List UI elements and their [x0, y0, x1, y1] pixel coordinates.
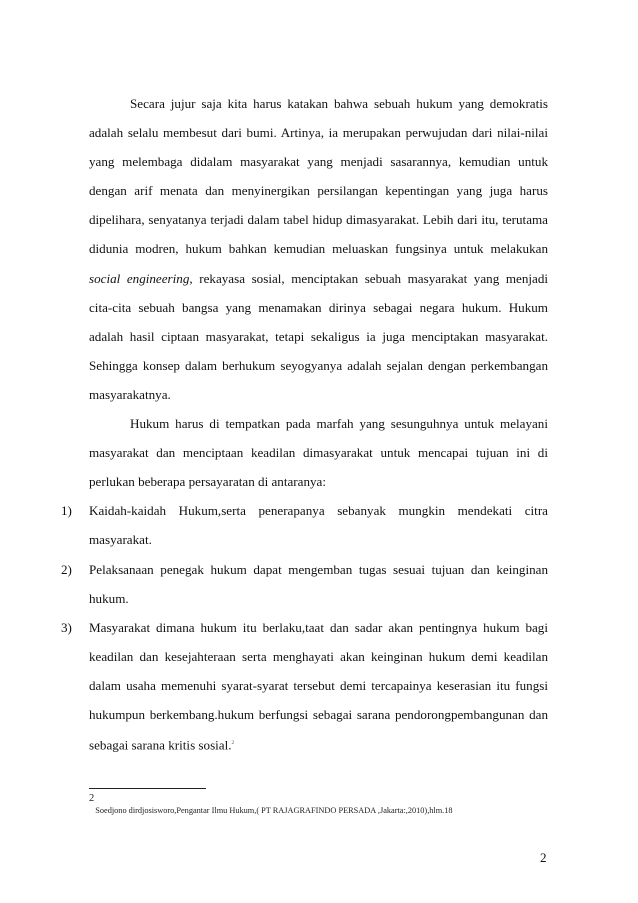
- paragraph-1: [89, 89, 548, 409]
- list-item-number: 1): [61, 503, 72, 519]
- paragraph-1-text: Secara jujur saja kita harus katakan bahwa sebuah hukum yang demokratis adalah selalu membesut dari bumi. Artinya, ia merupakan perwujudan dari nilai-nilai yang melembaga didalam masyarakat yang menjadi sasarannya, kemudian untuk dengan arif menata dan menyinergikan persilangan kepentingan yang juga harus dipelihara, senyatanya terjadi dalam tabel hidup dimasyarakat. Lebih dari itu, terutama didunia modren, hukum bahkan kemudian meluaskan fungsinya untuk melakukan: [89, 96, 548, 257]
- body-text: [61, 89, 548, 760]
- list-item-text: Kaidah-kaidah Hukum,serta penerapanya sebanyak mungkin mendekati citra masyarakat.: [89, 503, 548, 548]
- paragraph-1-text-end: , rekayasa sosial, menciptakan sebuah masyarakat yang menjadi cita-cita sebuah bangsa yang menamakan dirinya sebagai negara hukum. Hukum adalah hasil ciptaan masyarakat, tetapi sekaligus ia juga menciptakan masyarakat. Sehingga konsep dalam berhukum seyogyanya adalah sejalan dengan perkembangan masyarakatnya.: [89, 270, 548, 402]
- footnote-number: 2: [89, 793, 95, 804]
- page-number: 2: [540, 850, 547, 865]
- list-item-number: 2): [61, 561, 72, 577]
- list-item: [61, 496, 548, 554]
- paragraph-2: Hukum harus di tempatkan pada marfah yang sesunguhnya untuk melayani masyarakat dan menciptaan keadilan dimasyarakat untuk mencapai tujuan ini di perlukan beberapa persayaratan di antaranya:: [89, 416, 548, 490]
- footnote: [89, 794, 559, 816]
- list-item-text: Masyarakat dimana hukum itu berlaku,taat dan sadar akan pentingnya hukum bagi keadilan dan kesejahteraan serta menghayati akan keinginan hukum demi keadilan dalam usaha memenuhi syarat-syarat tersebut demi tercapainya keserasian itu fungsi hukumpun berkembang.hukum berfungsi sebagai sarana pendorongpembangunan dan sebagai sarana kritis sosial.: [89, 619, 548, 753]
- paragraph-1-italic-term: social engineering: [89, 270, 190, 286]
- footnote-reference[interactable]: 2: [231, 740, 235, 747]
- list-item-text: Pelaksanaan penegak hukum dapat mengemban tugas sesuai tujuan dan keinginan hukum.: [89, 561, 548, 606]
- list-item: [61, 555, 548, 613]
- footnote-text: Soedjono dirdjosisworo,Pengantar Ilmu Hukum,( PT RAJAGRAFINDO PERSADA ,Jakarta:,2010),hlm.18: [95, 806, 453, 815]
- footnote-separator: [89, 788, 206, 789]
- list-item-number: 3): [61, 619, 72, 635]
- requirements-list: [61, 496, 548, 759]
- list-item: [61, 613, 548, 760]
